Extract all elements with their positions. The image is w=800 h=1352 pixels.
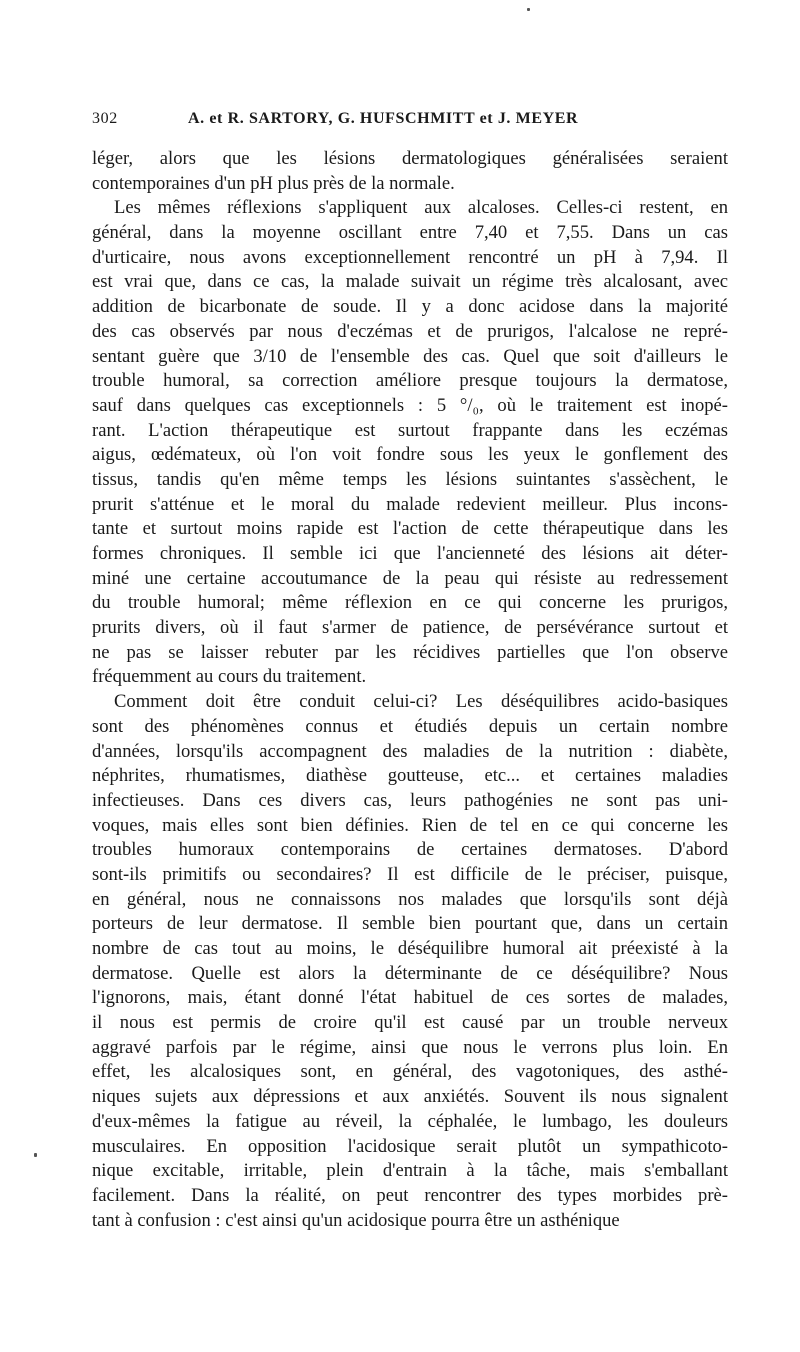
text-line: niques sujets aux dépressions et aux anxiétés. Souvent ils nous signalent <box>92 1086 728 1108</box>
text-line: d'urticaire, nous avons exceptionnellement rencontré un pH à 7,94. Il <box>92 246 728 268</box>
text-line: sont-ils primitifs ou secondaires? Il est difficile de le préciser, puisque, <box>92 863 728 885</box>
text-line: infectieuses. Dans ces divers cas, leurs pathogénies ne sont pas uni- <box>92 789 728 811</box>
text-line: contemporaines d'un pH plus près de la normale. <box>92 172 455 194</box>
text-line: prurit s'atténue et le moral du malade redevient meilleur. Plus incons- <box>92 493 728 515</box>
text-line: nique excitable, irritable, plein d'entrain à la tâche, mais s'emballant <box>92 1160 728 1182</box>
text-line: rant. L'action thérapeutique est surtout frappante dans les eczémas <box>92 419 728 441</box>
text-line: sont des phénomènes connus et étudiés depuis un certain nombre <box>92 715 728 737</box>
text-line: dermatose. Quelle est alors la déterminante de ce déséquilibre? Nous <box>92 962 728 984</box>
text-line: voques, mais elles sont bien définies. Rien de tel en ce qui concerne les <box>92 814 728 836</box>
text-line: sentant guère que 3/10 de l'ensemble des cas. Quel que soit d'ailleurs le <box>92 345 728 367</box>
text-line: troubles humoraux contemporains de certaines dermatoses. D'abord <box>92 839 728 861</box>
text-line: il nous est permis de croire qu'il est causé par un trouble nerveux <box>92 1012 728 1034</box>
text-line: addition de bicarbonate de soude. Il y a donc acidose dans la majorité <box>92 296 728 318</box>
text-line: effet, les alcalosiques sont, en général, des vagotoniques, des asthé- <box>92 1061 728 1083</box>
text-line: d'années, lorsqu'ils accompagnent des maladies de la nutrition : diabète, <box>92 740 728 762</box>
text-line: est vrai que, dans ce cas, la malade suivait un régime très alcalosant, avec <box>92 271 728 293</box>
running-title: A. et R. SARTORY, G. HUFSCHMITT et J. MEYER <box>188 110 579 127</box>
text-line: en général, nous ne connaissons nos malades que lorsqu'ils sont déjà <box>92 888 728 910</box>
paragraph <box>92 147 728 196</box>
text-line: l'ignorons, mais, étant donné l'état habituel de ces sortes de malades, <box>92 987 728 1009</box>
text-line: prurits divers, où il faut s'armer de patience, de persévérance surtout et <box>92 617 728 639</box>
scan-speck <box>527 8 530 11</box>
scan-speck <box>34 1153 37 1157</box>
body-text <box>92 147 728 1233</box>
text-line: léger, alors que les lésions dermatologiques généralisées seraient <box>92 148 728 169</box>
text-line: Les mêmes réflexions s'appliquent aux alcaloses. Celles-ci restent, en <box>114 197 728 219</box>
text-line: tante et surtout moins rapide est l'action de cette thérapeutique dans les <box>92 518 728 540</box>
text-line: aggravé parfois par le régime, ainsi que nous le verrons plus loin. En <box>92 1036 728 1058</box>
text-line: tissus, tandis qu'en même temps les lésions suintantes s'assèchent, le <box>92 468 728 490</box>
text-line: fréquemment au cours du traitement. <box>92 666 367 688</box>
text-line: miné une certaine accoutumance de la peau qui résiste au redressement <box>92 567 728 589</box>
text-line: Comment doit être conduit celui-ci? Les déséquilibres acido-basiques <box>114 691 728 713</box>
text-line: sauf dans quelques cas exceptionnels : 5 °/₀, où le traitement est inopé- <box>92 394 728 416</box>
text-line: du trouble humoral; même réflexion en ce qui concerne les prurigos, <box>92 592 728 614</box>
text-line: facilement. Dans la réalité, on peut rencontrer des types morbides prè- <box>92 1184 728 1206</box>
text-line: tant à confusion : c'est ainsi qu'un acidosique pourra être un asthénique <box>92 1209 620 1231</box>
text-line: ne pas se laisser rebuter par les récidives partielles que l'on observe <box>92 641 728 663</box>
text-line: général, dans la moyenne oscillant entre 7,40 et 7,55. Dans un cas <box>92 222 728 244</box>
text-line: formes chroniques. Il semble ici que l'ancienneté des lésions ait déter- <box>92 543 728 564</box>
text-line: néphrites, rhumatismes, diathèse goutteuse, etc... et certaines maladies <box>92 765 728 787</box>
text-line: nombre de cas tout au moins, le déséquilibre humoral ait préexisté à la <box>92 938 728 959</box>
paragraph <box>92 196 728 690</box>
text-line: porteurs de leur dermatose. Il semble bien pourtant que, dans un certain <box>92 913 728 935</box>
text-line: trouble humoral, sa correction améliore presque toujours la dermatose, <box>92 370 728 392</box>
text-line: des cas observés par nous d'eczémas et de prurigos, l'alcalose ne repré- <box>92 320 728 342</box>
text-line: d'eux-mêmes la fatigue au réveil, la céphalée, le lumbago, les douleurs <box>92 1110 728 1132</box>
text-line: aigus, œdémateux, où l'on voit fondre sous les yeux le gonflement des <box>92 444 728 466</box>
text-line: musculaires. En opposition l'acidosique serait plutôt un sympathicoto- <box>92 1135 728 1157</box>
paragraph <box>92 690 728 1233</box>
page-number: 302 <box>92 110 118 127</box>
